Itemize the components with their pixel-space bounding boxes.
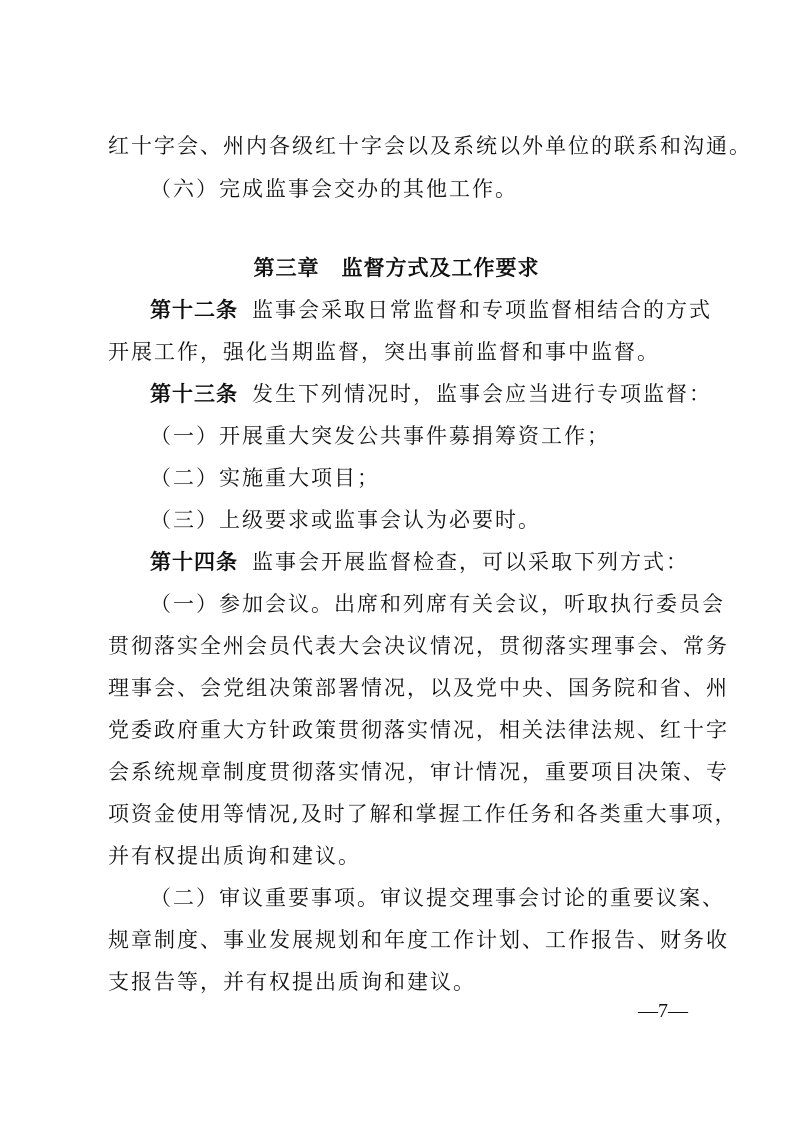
- article-13-line: [150, 380, 750, 408]
- list-item: （二）实施重大项目；: [150, 466, 380, 490]
- text-line: 会系统规章制度贯彻落实情况，审计情况，重要项目决策、专: [108, 760, 729, 784]
- text-line: 贯彻落实全州会员代表大会决议情况，贯彻落实理事会、常务: [108, 634, 729, 658]
- text-line: 红十字会、州内各级红十字会以及系统以外单位的联系和沟通。: [108, 134, 752, 158]
- list-item: （三）上级要求或监事会认为必要时。: [150, 508, 541, 532]
- article-text: 监事会开展监督检查，可以采取下列方式：: [252, 550, 689, 574]
- text-line: （六）完成监事会交办的其他工作。: [150, 177, 518, 201]
- article-label: 第十四条: [150, 550, 238, 574]
- text-line: 理事会、会党组决策部署情况，以及党中央、国务院和省、州: [108, 676, 729, 700]
- article-14-line: [150, 548, 750, 576]
- text-line: 规章制度、事业发展规划和年度工作计划、工作报告、财务收: [108, 928, 729, 952]
- article-label: 第十二条: [150, 298, 238, 322]
- text-line: 支报告等，并有权提出质询和建议。: [108, 970, 476, 994]
- page-number: —7—: [638, 1000, 688, 1022]
- list-item: （一）开展重大突发公共事件募捐筹资工作；: [150, 424, 610, 448]
- text-line: 开展工作，强化当期监督，突出事前监督和事中监督。: [108, 340, 660, 364]
- article-label: 第十三条: [150, 382, 238, 406]
- text-line: （一）参加会议。出席和列席有关会议，听取执行委员会: [150, 592, 725, 616]
- text-line: （二）审议重要事项。审议提交理事会讨论的重要议案、: [150, 886, 725, 910]
- chapter-number: 第三章: [253, 256, 320, 280]
- article-text: 监事会采取日常监督和专项监督相结合的方式: [252, 298, 712, 322]
- article-12-line: [150, 296, 712, 324]
- text-line: 党委政府重大方针政策贯彻落实情况，相关法律法规、红十字: [108, 718, 729, 742]
- article-text: 发生下列情况时，监事会应当进行专项监督：: [252, 382, 712, 406]
- text-line: 并有权提出质询和建议。: [108, 844, 361, 868]
- text-line: 项资金使用等情况,及时了解和掌握工作任务和各类重大事项，: [108, 802, 738, 826]
- chapter-title: 监督方式及工作要求: [341, 256, 540, 280]
- chapter-heading: [0, 254, 793, 282]
